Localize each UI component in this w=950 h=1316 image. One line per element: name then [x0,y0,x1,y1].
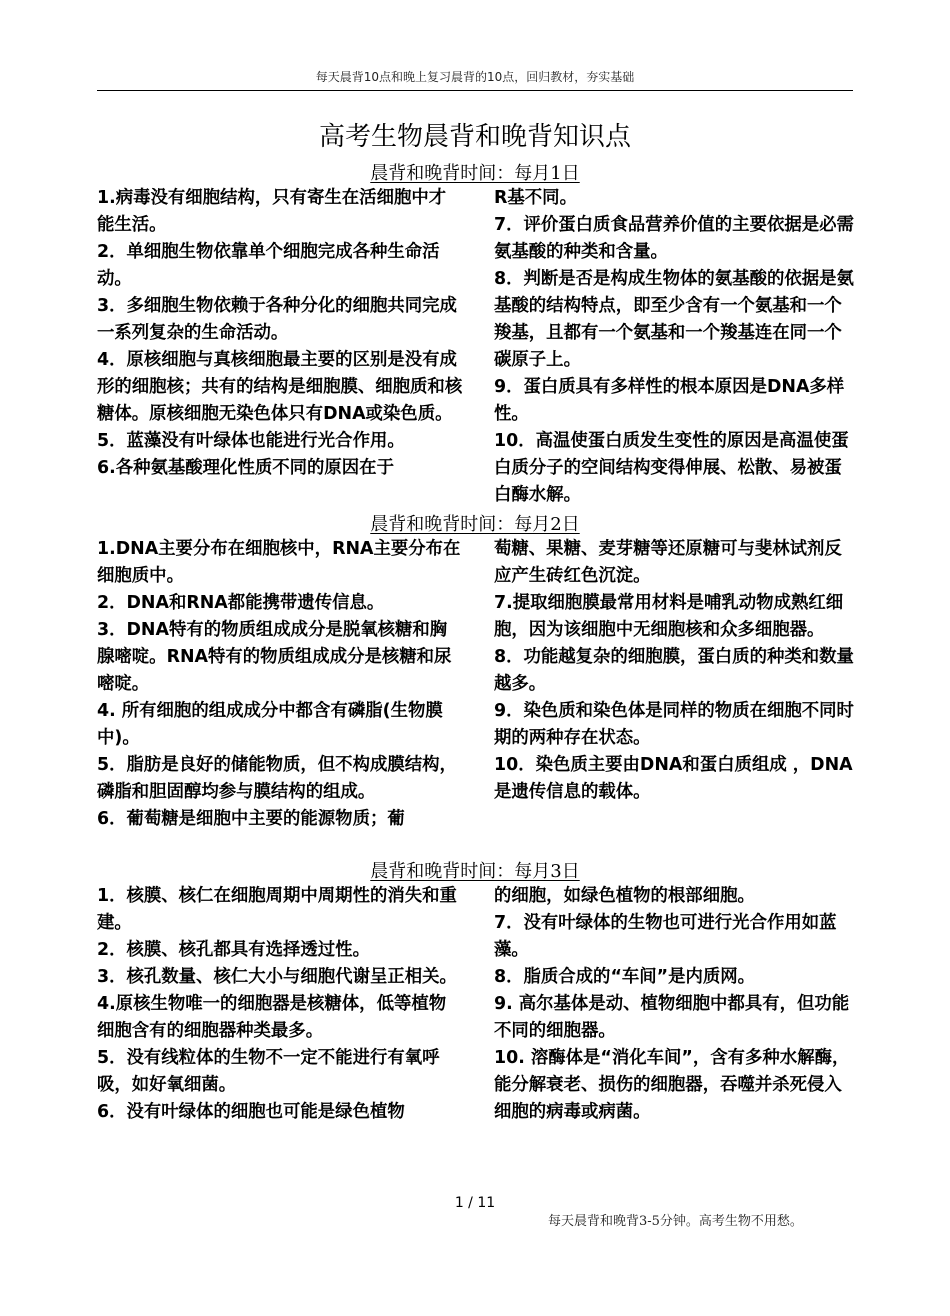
right-column [494,536,856,806]
knowledge-item: 9．蛋白质具有多样性的根本原因是DNA多样性。 [494,377,845,424]
knowledge-item: 8．功能越复杂的细胞膜，蛋白质的种类和数量越多。 [494,647,854,694]
knowledge-item: 10．高温使蛋白质发生变性的原因是高温使蛋白质分子的空间结构变得伸展、松散、易被蛋白酶水解。 [494,431,849,505]
knowledge-item: 7.提取细胞膜最常用材料是哺乳动物成熟红细胞，因为该细胞中无细胞核和众多细胞器。 [494,593,844,640]
knowledge-item: 萄糖、果糖、麦芽糖等还原糖可与斐林试剂反应产生砖红色沉淀。 [494,539,842,586]
knowledge-item: 4. 所有细胞的组成成分中都含有磷脂(生物膜中)。 [97,701,443,748]
knowledge-item: 2．核膜、核孔都具有选择透过性。 [97,940,370,960]
knowledge-item: R基不同。 [494,188,577,208]
knowledge-item: 6．没有叶绿体的细胞也可能是绿色植物 [97,1102,405,1122]
section-title: 晨背和晚背时间：每月2日 [370,514,580,535]
right-column [494,185,856,509]
knowledge-item: 5．脂肪是良好的储能物质，但不构成膜结构，磷脂和胆固醇均参与膜结构的组成。 [97,755,457,802]
page-header: 每天晨背10点和晚上复习晨背的10点，回归教材，夯实基础 [97,66,853,91]
page-number: 1 / 11 [454,1195,496,1211]
knowledge-item: 9. 高尔基体是动、植物细胞中都具有，但功能不同的细胞器。 [494,994,850,1041]
footer-note: 每天晨背和晚背3-5分钟。高考生物不用愁。 [548,1214,803,1229]
knowledge-item: 5．蓝藻没有叶绿体也能进行光合作用。 [97,431,405,451]
knowledge-item: 3．DNA特有的物质组成成分是脱氧核糖和胸腺嘧啶。RNA特有的物质组成成分是核糖和尿嘧啶。 [97,620,452,694]
knowledge-item: 8．判断是否是构成生物体的氨基酸的依据是氨基酸的结构特点，即至少含有一个氨基和一个羧基，且都有一个氨基和一个羧基连在同一个碳原子上。 [494,269,854,370]
knowledge-item: 1.DNA主要分布在细胞核中，RNA主要分布在细胞质中。 [97,539,461,586]
knowledge-item: 7．没有叶绿体的生物也可进行光合作用如蓝藻。 [494,913,837,960]
knowledge-item: 2．单细胞生物依靠单个细胞完成各种生命活动。 [97,242,440,289]
knowledge-item: 10．染色质主要由DNA和蛋白质组成 ，DNA是遗传信息的载体。 [494,755,853,802]
knowledge-item: 4.原核生物唯一的细胞器是核糖体，低等植物细胞含有的细胞器种类最多。 [97,994,447,1041]
knowledge-item: 2．DNA和RNA都能携带遗传信息。 [97,593,385,613]
section-title: 晨背和晚背时间：每月1日 [370,163,580,184]
knowledge-item: 7．评价蛋白质食品营养价值的主要依据是必需氨基酸的种类和含量。 [494,215,854,262]
knowledge-item: 1．核膜、核仁在细胞周期中周期性的消失和重建。 [97,886,457,933]
knowledge-item: 3．核孔数量、核仁大小与细胞代谢呈正相关。 [97,967,457,987]
left-column [97,536,463,833]
knowledge-item: 9．染色质和染色体是同样的物质在细胞不同时期的两种存在状态。 [494,701,854,748]
knowledge-item: 4．原核细胞与真核细胞最主要的区别是没有成形的细胞核；共有的结构是细胞膜、细胞质和核糖体。原核细胞无染色体只有DNA或染色质。 [97,350,463,424]
knowledge-item: 3．多细胞生物依赖于各种分化的细胞共同完成一系列复杂的生命活动。 [97,296,457,343]
document-title: 高考生物晨背和晚背知识点 [318,122,631,152]
knowledge-item: 的细胞，如绿色植物的根部细胞。 [494,886,755,906]
knowledge-item: 10. 溶酶体是“消化车间”，含有多种水解酶，能分解衰老、损伤的细胞器，吞噬并杀死侵入细胞的病毒或病菌。 [494,1048,850,1122]
knowledge-item: 6.各种氨基酸理化性质不同的原因在于 [97,458,394,478]
left-column [97,883,463,1126]
section-title: 晨背和晚背时间：每月3日 [370,861,580,882]
knowledge-item: 6．葡萄糖是细胞中主要的能源物质；葡 [97,809,405,829]
knowledge-item: 5．没有线粒体的生物不一定不能进行有氧呼吸，如好氧细菌。 [97,1048,440,1095]
knowledge-item: 8．脂质合成的“车间”是内质网。 [494,967,756,987]
right-column [494,883,856,1126]
knowledge-item: 1.病毒没有细胞结构，只有寄生在活细胞中才能生活。 [97,188,447,235]
left-column [97,185,463,482]
